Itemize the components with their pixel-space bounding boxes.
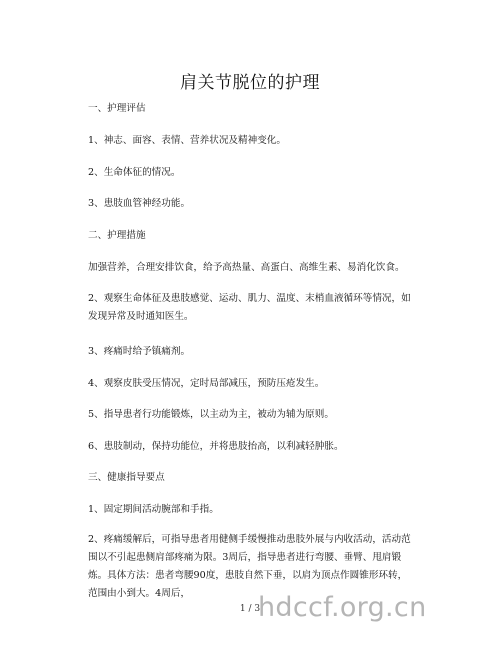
list-item: 1、固定期间活动腕部和手指。 (88, 504, 219, 515)
list-item: 3、患肢血管神经功能。 (88, 198, 191, 209)
list-item: 5、指导患者行功能锻炼，以主动为主，被动为辅为原则。 (88, 409, 334, 420)
section-heading: 二、护理措施 (88, 230, 146, 241)
watermark: hdccf.org.cn (258, 592, 427, 623)
list-item: 2、生命体征的情况。 (88, 167, 181, 178)
list-item: 2、疼痛缓解后，可指导患者用健侧手缓慢推动患肢外展与内收活动，活动范围以不引起患侧肩部疼痛为限。3周后，指导患者进行弯腰、垂臂、甩肩锻炼。具体方法：患者弯腰90度，患肢自然下垂，以肩为顶点作圆锥形环转，范围由小到大。4周后， (88, 534, 411, 599)
section-heading: 一、护理评估 (88, 103, 146, 114)
list-item: 加强营养，合理安排饮食，给予高热量、高蛋白、高维生素、易消化饮食。 (88, 262, 405, 273)
section-heading: 三、健康指导要点 (88, 472, 165, 483)
list-item: 4、观察皮肤受压情况，定时局部减压，预防压疮发生。 (88, 378, 325, 389)
list-item: 3、疼痛时给予镇痛剂。 (88, 346, 191, 357)
document-title: 肩关节脱位的护理 (180, 73, 320, 93)
list-item: 1、神志、面容、表情、营养状况及精神变化。 (88, 135, 286, 146)
list-item: 6、患肢制动，保持功能位，并将患肢抬高，以利减轻肿胀。 (88, 441, 344, 452)
list-item: 2、观察生命体征及患肢感觉、运动、肌力、温度、末梢血液循环等情况，如发现异常及时通知医生。 (88, 293, 411, 322)
page-number: 1 / 3 (239, 604, 261, 614)
